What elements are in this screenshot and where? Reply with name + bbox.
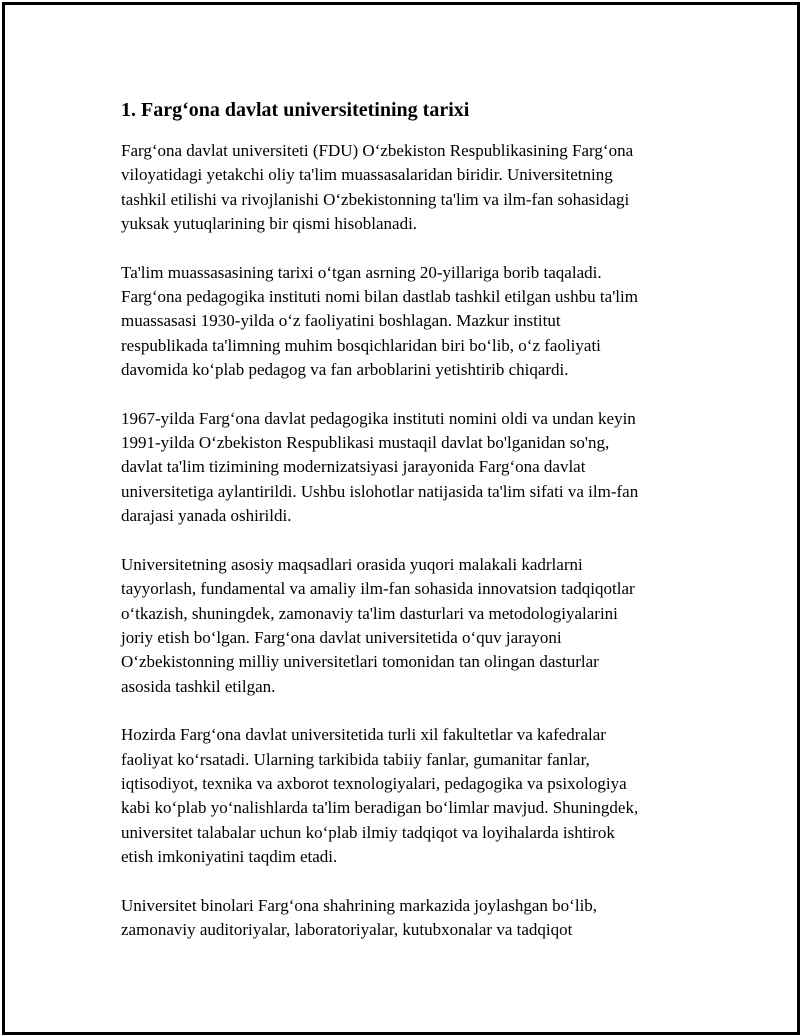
paragraph-2 [121,261,701,383]
text-line: o‘tkazish, shuningdek, zamonaviy ta'lim dasturlari va metodologiyalarini [121,603,618,623]
text-line: asosida tashkil etilgan. [121,676,276,696]
text-line: O‘zbekistonning milliy universitetlari tomonidan tan olingan dasturlar [121,652,599,672]
text-line: davomida ko‘plab pedagog va fan arboblarini yetishtirib chiqardi. [121,360,569,380]
text-line: Hozirda Farg‘ona davlat universitetida turli xil fakultetlar va kafedralar [121,725,606,745]
paragraph-4 [121,553,701,699]
document-page [2,2,800,1035]
text-line: etish imkoniyatini taqdim etadi. [121,847,338,867]
text-line: zamonaviy auditoriyalar, laboratoriyalar, kutubxonalar va tadqiqot [121,919,573,939]
paragraph-6 [121,894,701,943]
paragraph-3 [121,407,701,529]
text-line: Universitetning asosiy maqsadlari orasida yuqori malakali kadrlarni [121,554,583,574]
text-line: iqtisodiyot, texnika va axborot texnologiyalari, pedagogika va psixologiya [121,773,627,793]
text-line: davlat ta'lim tizimining modernizatsiyasi jarayonida Farg‘ona davlat [121,457,586,477]
text-line: kabi ko‘plab yo‘nalishlarda ta'lim beradigan bo‘limlar mavjud. Shuningdek, [121,798,639,818]
text-line: viloyatidagi yetakchi oliy ta'lim muassasalaridan biridir. Universitetning [121,165,613,185]
text-line: tashkil etilishi va rivojlanishi O‘zbekistonning ta'lim va ilm-fan sohasidagi [121,189,630,209]
document-body [121,93,701,966]
text-line: joriy etish bo‘lgan. Farg‘ona davlat universitetida o‘quv jarayoni [121,627,562,647]
paragraph-5 [121,723,701,869]
paragraph-1 [121,139,701,237]
text-line: universitetiga aylantirildi. Ushbu islohotlar natijasida ta'lim sifati va ilm-fan [121,481,639,501]
text-line: respublikada ta'limning muhim bosqichlaridan biri bo‘lib, o‘z faoliyati [121,335,601,355]
section-heading: 1. Farg‘ona davlat universitetining tarixi [121,99,470,121]
text-line: universitet talabalar uchun ko‘plab ilmiy tadqiqot va loyihalarda ishtirok [121,822,615,842]
text-line: tayyorlash, fundamental va amaliy ilm-fan sohasida innovatsion tadqiqotlar [121,579,635,599]
text-line: darajasi yanada oshirildi. [121,506,292,526]
text-line: 1991-yilda O‘zbekiston Respublikasi mustaqil davlat bo'lganidan so'ng, [121,433,610,453]
text-line: Ta'lim muassasasining tarixi o‘tgan asrning 20-yillariga borib taqaladi. [121,262,602,282]
text-line: Farg‘ona davlat universiteti (FDU) O‘zbekiston Respublikasining Farg‘ona [121,141,634,160]
text-line: yuksak yutuqlarining bir qismi hisoblanadi. [121,214,418,234]
text-line: faoliyat ko‘rsatadi. Ularning tarkibida tabiiy fanlar, gumanitar fanlar, [121,749,590,769]
text-line: 1967-yilda Farg‘ona davlat pedagogika instituti nomini oldi va undan keyin [121,408,636,428]
text-line: Farg‘ona pedagogika instituti nomi bilan dastlab tashkil etilgan ushbu ta'lim [121,287,638,307]
text-line: muassasasi 1930-yilda o‘z faoliyatini boshlagan. Mazkur institut [121,311,561,331]
text-line: Universitet binolari Farg‘ona shahrining markazida joylashgan bo‘lib, [121,895,598,915]
